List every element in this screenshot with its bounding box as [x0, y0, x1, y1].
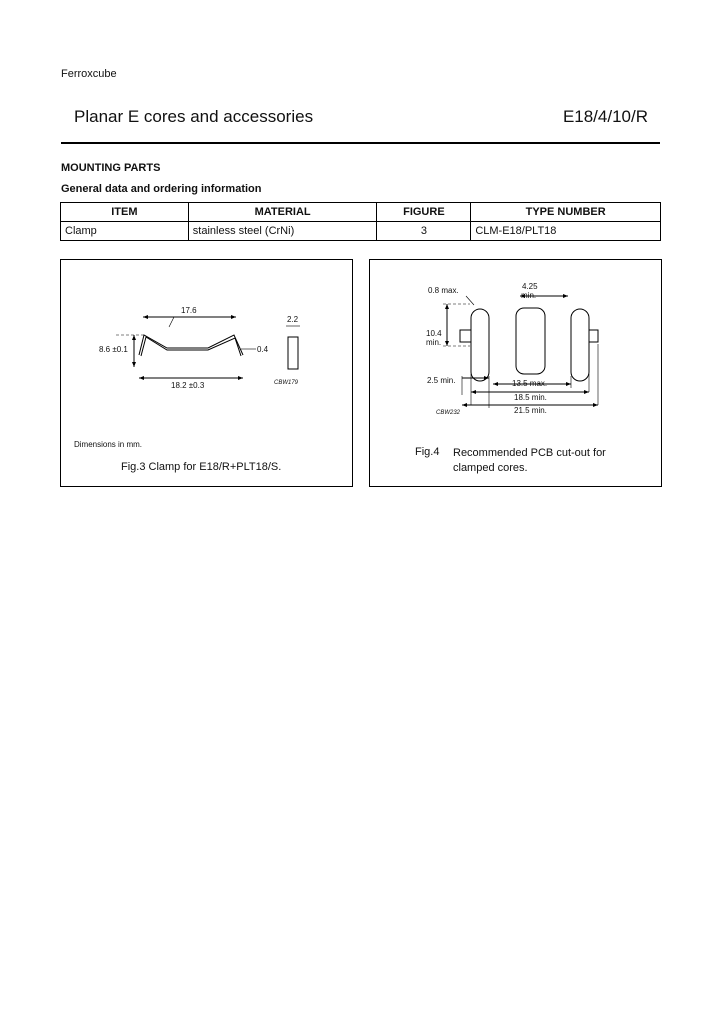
- figure-4: [369, 259, 662, 487]
- dim-w2-label: 13.5 max.: [512, 379, 548, 388]
- dim-height-label: 10.4: [426, 329, 442, 338]
- dim-w4-label: 21.5 min.: [514, 406, 547, 415]
- header-rule: [61, 142, 660, 144]
- figure-3-caption: Fig.3 Clamp for E18/R+PLT18/S.: [121, 461, 282, 473]
- caption-line-1: Recommended PCB cut-out for: [453, 447, 606, 459]
- table-header: ITEM: [61, 203, 189, 222]
- table-cell: 3: [377, 222, 471, 241]
- section-title: MOUNTING PARTS: [61, 162, 161, 174]
- table-header-row: [61, 203, 661, 222]
- clamp-drawing: [61, 260, 352, 486]
- dim-top-label: 17.6: [181, 306, 197, 315]
- drawing-code: CBW232: [436, 410, 461, 416]
- table-cell: CLM-E18/PLT18: [471, 222, 661, 241]
- dim-height-min-label: min.: [426, 338, 442, 347]
- dim-thickness-label: 0.4: [257, 345, 269, 354]
- table-row: [61, 222, 661, 241]
- table-header: TYPE NUMBER: [471, 203, 661, 222]
- dim-gap-label: 4.25: [522, 282, 538, 291]
- dim-bottom-label: 18.2 ±0.3: [171, 381, 205, 390]
- table-header: MATERIAL: [188, 203, 377, 222]
- product-code: E18/4/10/R: [562, 107, 648, 126]
- right-slot: [571, 309, 589, 381]
- figure-4-number: Fig.4: [415, 446, 440, 458]
- table-cell: Clamp: [61, 222, 189, 241]
- table-header: FIGURE: [377, 203, 471, 222]
- dim-slot-label: 0.8 max.: [428, 286, 459, 295]
- drawing-code: CBW179: [274, 380, 299, 386]
- dim-w3-label: 18.5 min.: [514, 393, 547, 402]
- section-subtitle: General data and ordering information: [61, 183, 262, 195]
- dim-height-label: 8.6 ±0.1: [99, 345, 128, 354]
- caption-line-2: clamped cores.: [453, 462, 528, 474]
- clamp-profile: [139, 335, 243, 355]
- dimensions-note: Dimensions in mm.: [74, 440, 143, 449]
- table-cell: stainless steel (CrNi): [188, 222, 377, 241]
- brand-name: Ferroxcube: [61, 68, 117, 80]
- center-slot: [516, 308, 545, 374]
- ordering-table: [60, 202, 661, 241]
- dim-width-label: 2.2: [287, 315, 299, 324]
- dim-gap-min-label: min.: [521, 291, 537, 300]
- figure-3: [60, 259, 353, 487]
- left-slot: [471, 309, 489, 381]
- dim-w1-label: 2.5 min.: [427, 376, 456, 385]
- figure-4-caption: [453, 446, 606, 476]
- page-title: Planar E cores and accessories: [74, 107, 314, 126]
